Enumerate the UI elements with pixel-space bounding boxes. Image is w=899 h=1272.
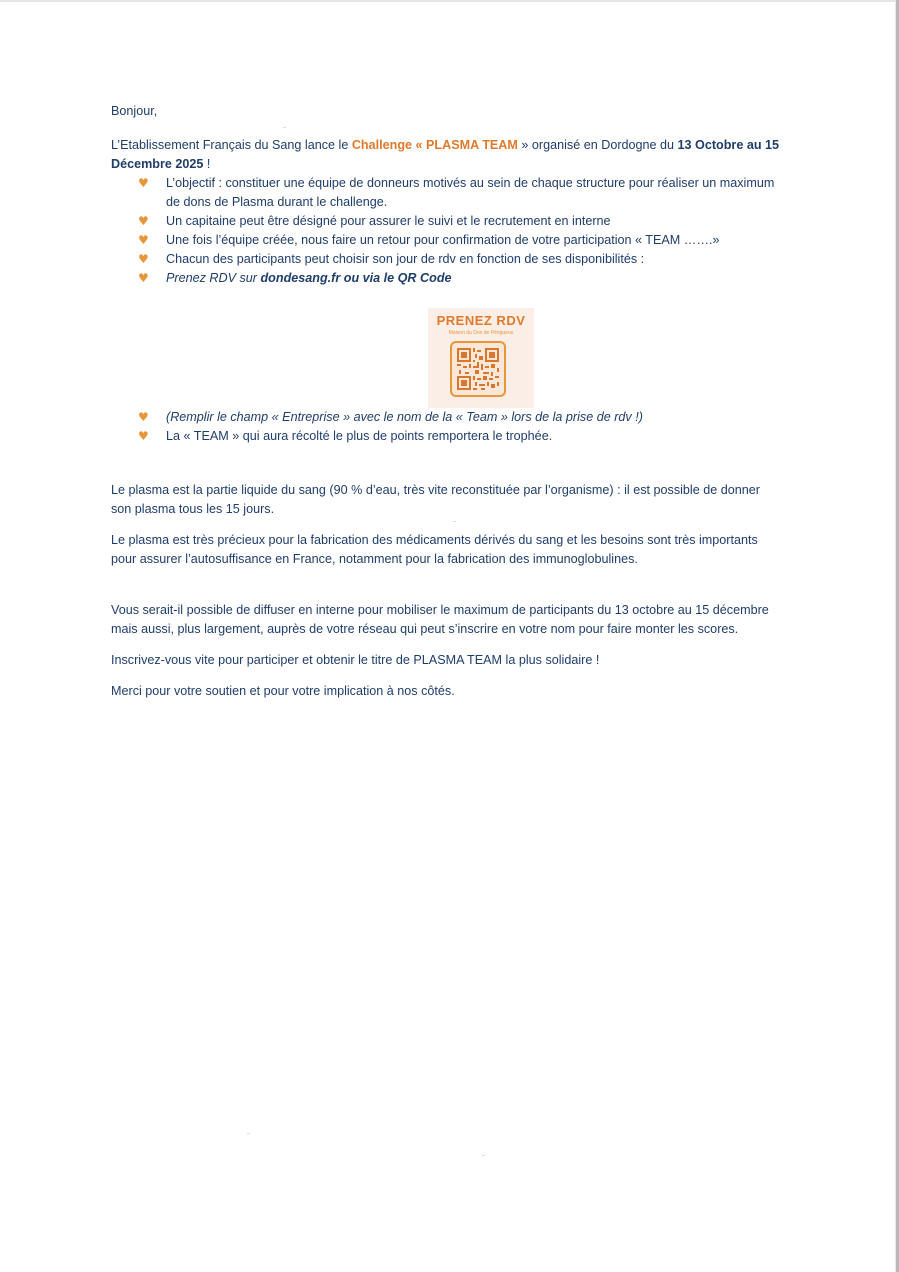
qr-subtitle: Maison du Don de Périgueux <box>448 330 514 336</box>
heart-icon: ♥ <box>138 214 149 228</box>
intro-part1: L’Etablissement Français du Sang lance le <box>111 138 352 152</box>
qr-code-icon[interactable] <box>457 348 499 390</box>
list-item <box>111 250 781 269</box>
rules-list <box>111 174 781 288</box>
letter-body <box>111 102 781 701</box>
heart-icon: ♥ <box>138 271 149 285</box>
scan-speck <box>482 1155 485 1156</box>
paragraph-thanks: Merci pour votre soutien et pour votre implication à nos côtés. <box>111 684 455 698</box>
list-item <box>111 427 781 446</box>
greeting: Bonjour, <box>111 104 158 118</box>
list-item-text: (Remplir le champ « Entreprise » avec le nom de la « Team » lors de la prise de rdv !) <box>166 410 643 424</box>
list-item <box>111 212 781 231</box>
paragraph-call-to-action: Inscrivez-vous vite pour participer et obtenir le titre de PLASMA TEAM la plus solidaire ! <box>111 653 600 667</box>
rdv-link-text[interactable]: dondesang.fr ou via le QR Code <box>260 271 452 285</box>
list-item-text: L’objectif : constituer une équipe de donneurs motivés au sein de chaque structure pour réaliser un maximum de dons de Plasma durant le challenge. <box>166 176 775 209</box>
list-item-text: La « TEAM » qui aura récolté le plus de points remportera le trophée. <box>166 429 553 443</box>
scan-speck <box>247 1133 250 1134</box>
challenge-name: Challenge « PLASMA TEAM <box>351 138 518 152</box>
heart-icon: ♥ <box>138 233 149 247</box>
list-item-rdv <box>111 269 781 288</box>
list-item-text: Un capitaine peut être désigné pour assurer le suivi et le recrutement en interne <box>166 214 611 228</box>
paragraph-request: Vous serait-il possible de diffuser en interne pour mobiliser le maximum de participants du 13 octobre au 15 décembre mais aussi, plus largement, auprès de votre réseau qui peut s’inscrire en votre nom pour faire monter les scores. <box>111 603 769 636</box>
heart-icon: ♥ <box>138 176 149 190</box>
scan-edge-top <box>0 0 899 2</box>
qr-card[interactable] <box>428 308 534 408</box>
list-item-text: Chacun des participants peut choisir son jour de rdv en fonction de ses disponibilités : <box>166 252 645 266</box>
heart-icon: ♥ <box>138 410 149 424</box>
qr-frame <box>450 341 506 397</box>
heart-icon: ♥ <box>138 429 149 443</box>
paragraph-plasma-definition: Le plasma est la partie liquide du sang (90 % d’eau, très vite reconstituée par l’organisme) : il est possible de donner son plasma tous les 15 jours. <box>111 483 760 516</box>
list-item-text: Une fois l’équipe créée, nous faire un retour pour confirmation de votre participation « TEAM …….» <box>166 233 720 247</box>
intro-paragraph <box>111 136 781 174</box>
heart-icon: ♥ <box>138 252 149 266</box>
scan-speck <box>283 127 286 128</box>
challenge-dates: 13 Octobre au 15 Décembre 2025 <box>111 138 780 171</box>
list-item <box>111 408 781 427</box>
list-item <box>111 174 781 212</box>
intro-part2: » organisé en Dordogne du <box>517 138 678 152</box>
list-item <box>111 231 781 250</box>
paragraph-plasma-importance: Le plasma est très précieux pour la fabrication des médicaments dérivés du sang et les besoins sont très importants pour assurer l’autosuffisance en France, notamment pour la fabrication des immunoglobulines. <box>111 533 758 566</box>
intro-part3: ! <box>203 157 211 171</box>
qr-title: PRENEZ RDV <box>436 313 526 328</box>
rdv-prefix: Prenez RDV sur <box>166 271 261 285</box>
scan-speck <box>453 521 456 522</box>
rules-list-2 <box>111 408 781 446</box>
